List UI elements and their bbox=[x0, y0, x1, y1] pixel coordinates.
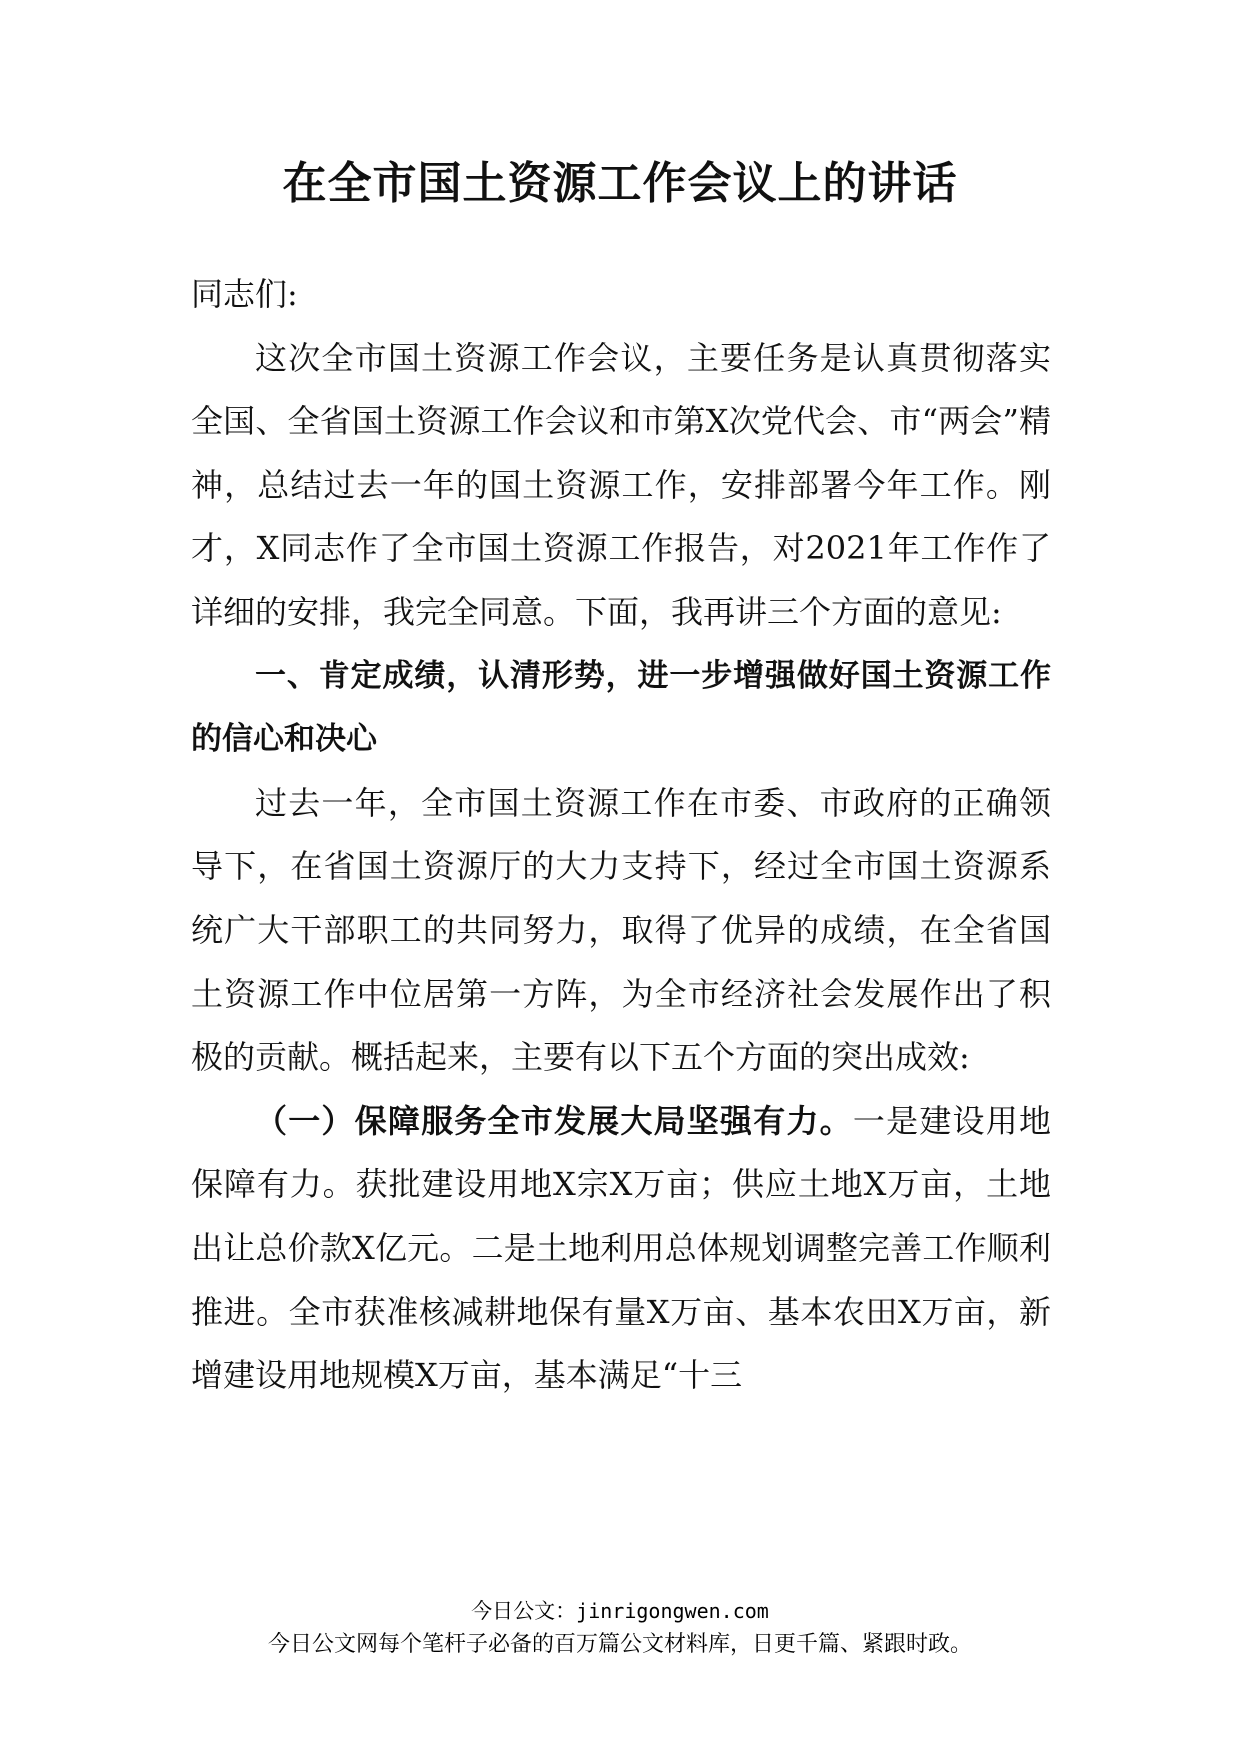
subsection-1-text: 一是建设用地保障有力。获批建设用地X宗X万亩；供应土地X万亩，土地出让总价款X亿元。二是土地利用总体规划调整完善工作顺利推进。全市获准核减耕地保有量X万亩、基本农田X万亩，新增建设用地规模X万亩，基本满足“十三 bbox=[191, 1101, 1051, 1395]
subsection-1-heading: （一）保障服务全市发展大局坚强有力。 bbox=[255, 1101, 853, 1140]
footer-source bbox=[0, 1596, 1240, 1626]
footer-label: 今日公文： bbox=[471, 1599, 577, 1623]
document-body bbox=[191, 263, 1051, 1408]
page-title: 在全市国土资源工作会议上的讲话 bbox=[282, 158, 958, 209]
section-heading-1: 一、肯定成绩，认清形势，进一步增强做好国土资源工作的信心和决心 bbox=[191, 657, 1051, 758]
salutation: 同志们: bbox=[191, 275, 298, 313]
intro-paragraph: 这次全市国土资源工作会议，主要任务是认真贯彻落实全国、全省国土资源工作会议和市第X次党代会、市“两会”精神，总结过去一年的国土资源工作，安排部署今年工作。刚才，X同志作了全市国土资源工作报告，对2021年工作作了详细的安排，我完全同意。下面，我再讲三个方面的意见: bbox=[191, 338, 1051, 631]
subsection-1-paragraph bbox=[191, 1090, 1051, 1408]
footer-url-link[interactable]: jinrigongwen.com bbox=[576, 1599, 769, 1623]
section-1-paragraph: 过去一年，全市国土资源工作在市委、市政府的正确领导下，在省国土资源厅的大力支持下，经过全市国土资源系统广大干部职工的共同努力，取得了优异的成绩，在全省国土资源工作中位居第一方阵，为全市经济社会发展作出了积极的贡献。概括起来，主要有以下五个方面的突出成效: bbox=[191, 783, 1051, 1077]
footer-slogan: 今日公文网每个笔杆子必备的百万篇公文材料库，日更千篇、紧跟时政。 bbox=[267, 1632, 972, 1657]
